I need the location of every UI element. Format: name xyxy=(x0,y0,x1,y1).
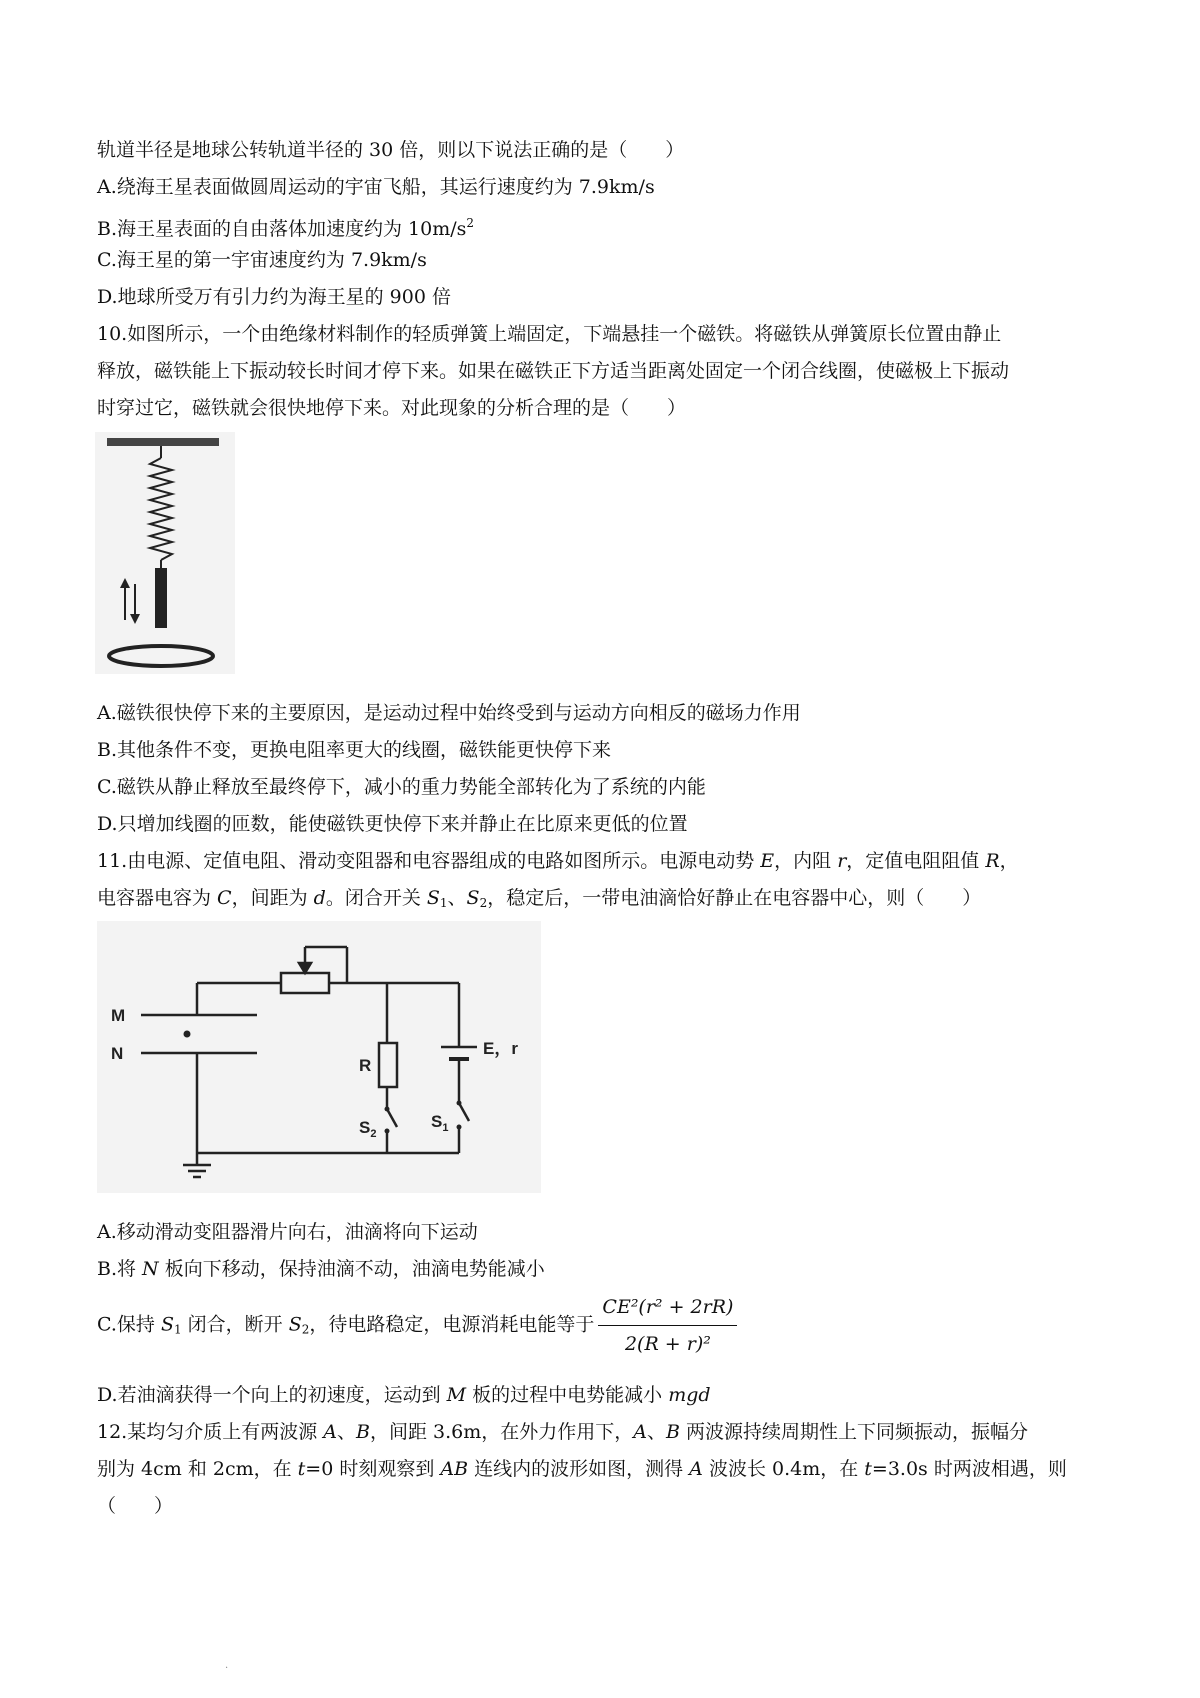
q10-option-c: C.磁铁从静止释放至最终停下，减小的重力势能全部转化为了系统的内能 xyxy=(97,776,706,798)
q11-option-d: D.若油滴获得一个向上的初速度，运动到 M 板的过程中电势能减小 mgd xyxy=(97,1384,711,1406)
label-s2: $S_2$ xyxy=(359,1118,377,1140)
q9-stem: 轨道半径是地球公转轨道半径的 30 倍，则以下说法正确的是（ ） xyxy=(97,139,685,161)
q11-option-a: A.移动滑动变阻器滑片向右，油滴将向下运动 xyxy=(97,1221,478,1243)
q12-stem-line2: 别为 4cm 和 2cm，在 t=0 时刻观察到 AB 连线内的波形如图，测得 A 波波长 0.4m，在 t=3.0s 时两波相遇，则 xyxy=(97,1458,1067,1480)
q12-stem-line3: （ ） xyxy=(97,1495,174,1517)
q9-option-b: B.海王星表面的自由落体加速度约为 $10m/s^2$ xyxy=(97,216,475,240)
q10-option-d: D.只增加线圈的匝数，能使磁铁更快停下来并静止在比原来更低的位置 xyxy=(97,813,688,835)
q10-stem-line2: 释放，磁铁能上下振动较长时间才停下来。如果在磁铁正下方适当距离处固定一个闭合线圈，使磁极上下振动 xyxy=(97,360,1010,382)
q9-option-a: A.绕海王星表面做圆周运动的宇宙飞船，其运行速度约为 7.9km/s xyxy=(97,176,655,198)
q12-stem-line1: 12.某均匀介质上有两波源 A、B，间距 3.6m，在外力作用下，A、B 两波源持续周期性上下同频振动，振幅分 xyxy=(97,1421,1029,1443)
q11-stem-line2: 电容器电容为 C，间距为 d。闭合开关 $S_1$、$S_2$，稳定后，一带电油滴恰好静止在电容器中心，则（ ） xyxy=(97,887,982,910)
label-r: R xyxy=(359,1056,372,1075)
spring-magnet-figure xyxy=(95,432,235,674)
q10-stem-line1: 10.如图所示，一个由绝缘材料制作的轻质弹簧上端固定，下端悬挂一个磁铁。将磁铁从弹簧原长位置由静止 xyxy=(97,323,1002,345)
label-n: N xyxy=(111,1044,124,1063)
q10-stem-line3: 时穿过它，磁铁就会很快地停下来。对此现象的分析合理的是（ ） xyxy=(97,397,687,419)
label-er: E，r xyxy=(483,1039,518,1058)
q11-stem-line1: 11.由电源、定值电阻、滑动变阻器和电容器组成的电路如图所示。电源电动势 E，内阻 r，定值电阻阻值 R， xyxy=(97,850,1019,872)
q10-option-b: B.其他条件不变，更换电阻率更大的线圈，磁铁能更快停下来 xyxy=(97,739,612,761)
q9-option-c: C.海王星的第一宇宙速度约为 7.9km/s xyxy=(97,249,427,271)
ceiling-mount xyxy=(107,438,219,446)
magnet xyxy=(155,568,167,628)
label-s1: $S_1$ xyxy=(431,1112,449,1134)
q9-option-d: D.地球所受万有引力约为海王星的 900 倍 xyxy=(97,286,451,308)
circuit-figure xyxy=(97,921,541,1193)
energy-fraction: $\frac{\text{CE²(r² + 2rR)}}{\text{2(R + r)²}}$ xyxy=(598,1293,737,1358)
q10-option-a: A.磁铁很快停下来的主要原因，是运动过程中始终受到与运动方向相反的磁场力作用 xyxy=(97,702,801,724)
footer-dot: . xyxy=(225,1660,229,1671)
label-m: M xyxy=(111,1006,126,1025)
q11-option-b: B.将 N 板向下移动，保持油滴不动，油滴电势能减小 xyxy=(97,1258,545,1280)
q11-option-c: C.保持 $S_1$ 闭合，断开 $S_2$，待电路稳定，电源消耗电能等于 $\frac{\text{CE²(r² + 2rR)}}{\text{2(R + r)²}}$ xyxy=(97,1293,737,1358)
oil-drop xyxy=(184,1031,191,1038)
